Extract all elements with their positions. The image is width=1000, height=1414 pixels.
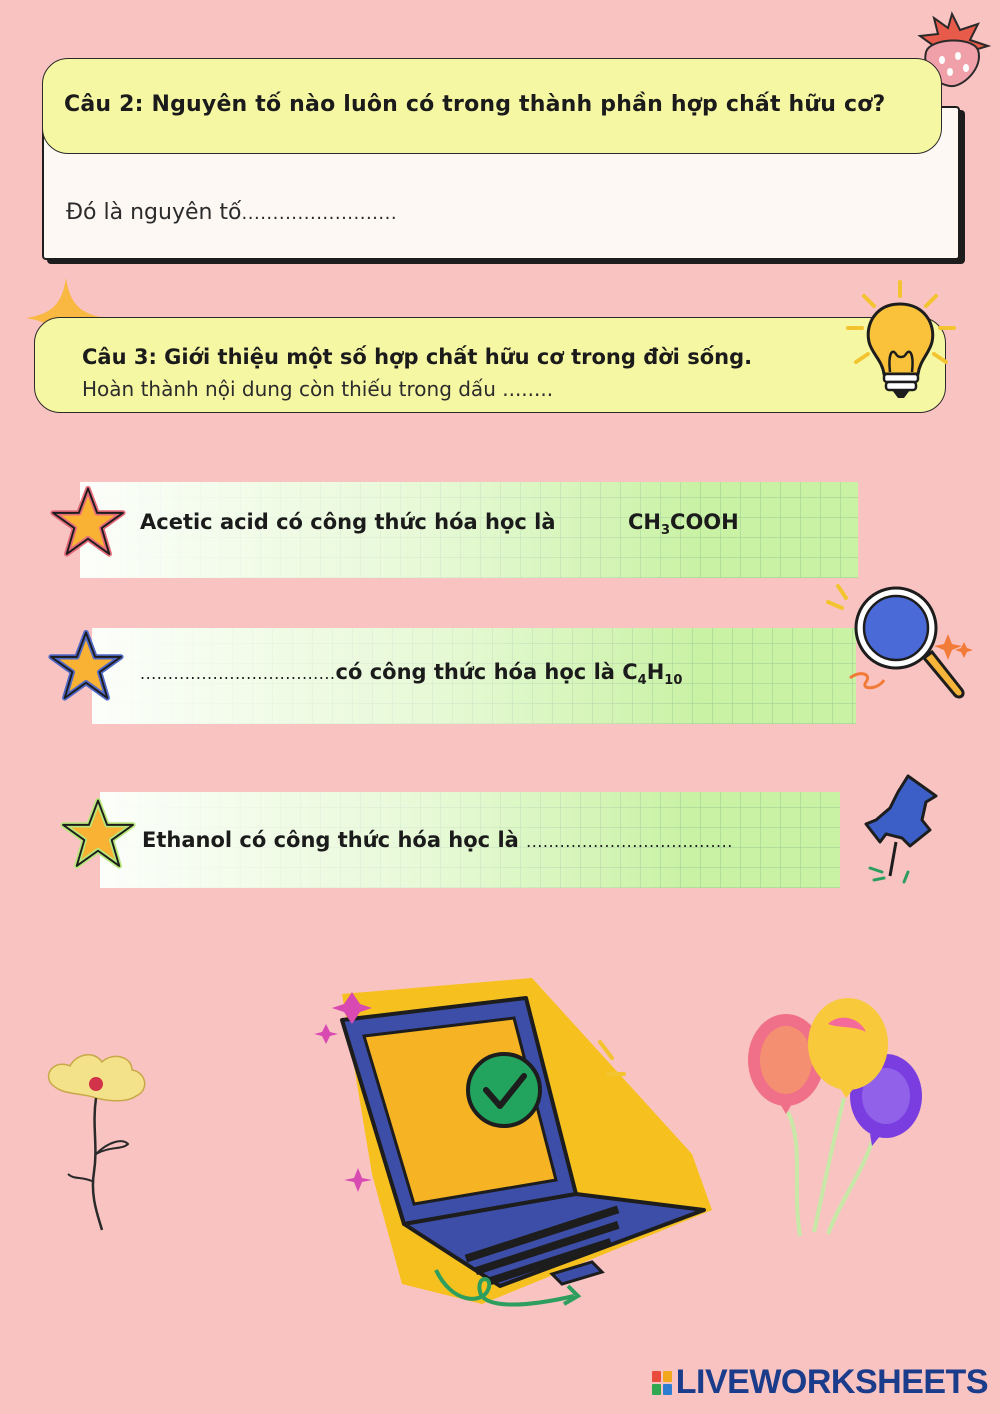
star-icon — [50, 484, 126, 560]
pushpin-icon — [864, 772, 944, 890]
item3-line — [142, 828, 733, 852]
question2-answer[interactable] — [66, 200, 397, 225]
item2-line — [140, 660, 682, 688]
brand-mark-icon — [652, 1371, 672, 1395]
question2-answer-prefix: Đó là nguyên tố — [66, 200, 242, 225]
question3-instruction: Hoàn thành nội dung còn thiếu trong dấu ........ — [82, 377, 554, 401]
magnifier-icon — [820, 582, 980, 706]
star-icon — [60, 796, 136, 872]
item2-blank[interactable]: ................................... — [140, 664, 336, 683]
item3-text: Ethanol có công thức hóa học là — [142, 828, 527, 852]
question2-answer-blank[interactable]: ......................... — [241, 203, 398, 224]
item3-blank[interactable]: ..................................... — [526, 832, 733, 851]
star-icon — [48, 628, 124, 704]
question2-title: Câu 2: Nguyên tố nào luôn có trong thành phần hợp chất hữu cơ? — [64, 92, 886, 117]
laptop-check-icon — [312, 974, 722, 1338]
item2-text: có công thức hóa học là — [335, 660, 623, 684]
flower-icon — [40, 1046, 156, 1236]
lightbulb-icon — [842, 278, 960, 406]
balloons-icon — [744, 996, 930, 1242]
item2-formula: $C_4H_{10}$ — [622, 660, 683, 689]
item1-text: Acetic acid có công thức hóa học là — [140, 510, 556, 534]
question3-title: Câu 3: Giới thiệu một số hợp chất hữu cơ trong đời sống. — [82, 345, 753, 369]
brand-name: LIVEWORKSHEETS — [675, 1363, 988, 1401]
brand-logo — [652, 1363, 988, 1402]
item1-formula: $CH_3COOH$ — [628, 510, 739, 539]
